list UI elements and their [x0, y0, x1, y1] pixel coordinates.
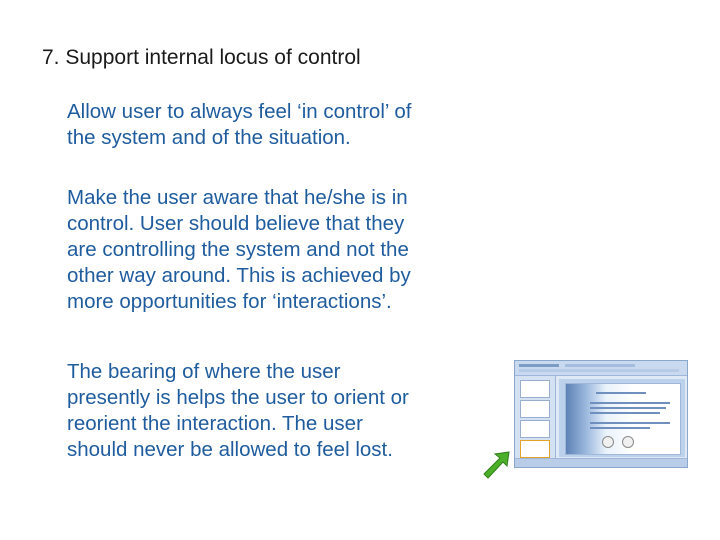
text-line: more opportunities for ‘interactions’.	[67, 290, 392, 313]
text-line: reorient the interaction. The user	[67, 412, 363, 435]
ribbon-toolbar	[515, 361, 687, 376]
text-line: Make the user aware that he/she is in	[67, 186, 408, 209]
text-line: should never be allowed to feel lost.	[67, 438, 393, 461]
slide-title: 7. Support internal locus of control	[42, 46, 361, 69]
slide-canvas	[565, 383, 681, 455]
paragraph-bearing	[67, 359, 487, 463]
slide-editing-area	[559, 379, 685, 457]
status-bar	[515, 458, 687, 467]
text-line: control. User should believe that they	[67, 212, 405, 235]
paragraph-user-aware	[67, 185, 487, 315]
text-line: other way around. This is achieved by	[67, 264, 411, 287]
presentation-app-screenshot	[514, 360, 688, 468]
forward-arrow-icon	[622, 436, 634, 448]
text-line: are controlling the system and not the	[67, 238, 409, 261]
green-arrow-icon	[482, 450, 512, 480]
text-line: The bearing of where the user	[67, 360, 341, 383]
paragraph-in-control	[67, 99, 487, 151]
text-line: presently is helps the user to orient or	[67, 386, 409, 409]
back-arrow-icon	[602, 436, 614, 448]
text-line: the system and of the situation.	[67, 126, 351, 149]
slide-thumbnails-pane	[515, 376, 556, 460]
text-line: Allow user to always feel ‘in control’ of	[67, 100, 412, 123]
